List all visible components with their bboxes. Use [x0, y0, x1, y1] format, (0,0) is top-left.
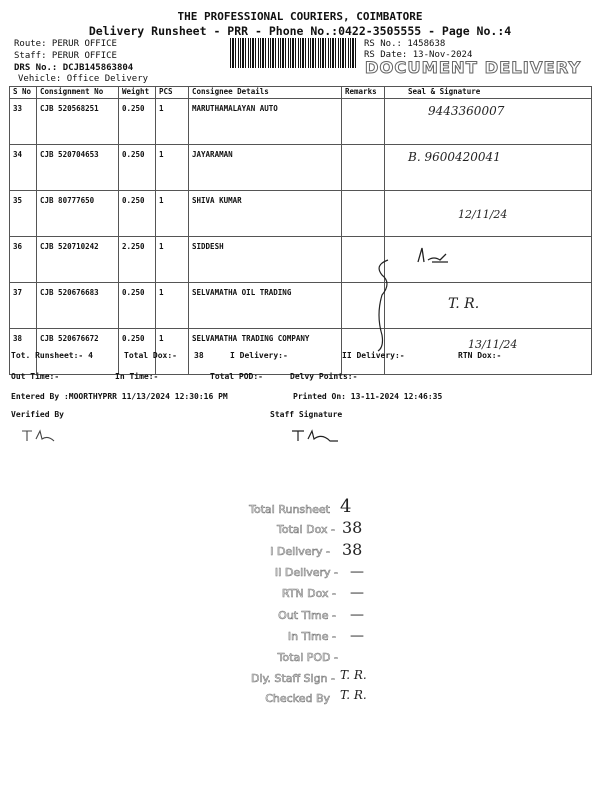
- weight-cell: 0.250: [119, 329, 156, 375]
- table-row: [10, 283, 592, 329]
- consignment-cell: CJB 520676672: [37, 329, 119, 375]
- total-runsheet: Tot. Runsheet:- 4: [11, 351, 93, 360]
- document-delivery-stamp: DOCUMENT DELIVERY: [364, 58, 582, 77]
- pcs-cell: 1: [156, 283, 189, 329]
- signature-cell: T. R.: [385, 283, 592, 329]
- bracket-scribble: [370, 255, 410, 355]
- barcode: [230, 38, 358, 68]
- stamp-value: 4: [340, 496, 352, 517]
- stamp-value: —: [350, 628, 364, 644]
- stamp-label: In Time -: [287, 630, 336, 643]
- column-header: Consignee Details: [189, 87, 342, 99]
- consignment-cell: CJB 520710242: [37, 237, 119, 283]
- total-dox-label: Total Dox:-: [124, 351, 177, 360]
- table-row: [10, 145, 592, 191]
- total-dox-value: 38: [194, 351, 204, 360]
- consignee-cell: SELVAMATHA OIL TRADING: [189, 283, 342, 329]
- company-name: THE PROFESSIONAL COURIERS, COIMBATORE: [177, 10, 423, 23]
- sno-cell: 37: [10, 283, 37, 329]
- column-header: S No: [10, 87, 37, 99]
- table-row: [10, 99, 592, 145]
- sno-cell: 38: [10, 329, 37, 375]
- stamp-label: Total Runsheet: [249, 503, 330, 516]
- sno-cell: 36: [10, 237, 37, 283]
- weight-cell: 0.250: [119, 145, 156, 191]
- weight-cell: 0.250: [119, 283, 156, 329]
- stamp-label: Total Dox -: [276, 523, 335, 536]
- stamp-label: I Delivery -: [270, 545, 330, 558]
- sheet-title: Delivery Runsheet - PRR - Phone No.:0422-3505555 - Page No.:4: [88, 24, 512, 38]
- in-time: In Time:-: [115, 372, 159, 381]
- remarks-cell: [342, 99, 385, 145]
- delvy-points: Delvy Points:-: [290, 372, 358, 381]
- consignment-cell: CJB 520704653: [37, 145, 119, 191]
- verified-by-label: Verified By: [11, 410, 64, 419]
- weight-cell: 0.250: [119, 191, 156, 237]
- stamp-label: Out Time -: [278, 609, 336, 622]
- consignee-cell: SIDDESH: [189, 237, 342, 283]
- route: Route: PERUR OFFICE: [14, 39, 117, 49]
- printed-on: Printed On: 13-11-2024 12:46:35: [293, 392, 443, 401]
- pcs-cell: 1: [156, 237, 189, 283]
- signature-cell: 9443360007: [385, 99, 592, 145]
- table-row: [10, 329, 592, 375]
- ii-delivery: II Delivery:-: [342, 351, 405, 360]
- column-header: PCS: [156, 87, 189, 99]
- column-header: Seal & Signature: [385, 87, 592, 99]
- stamp-value: —: [350, 585, 364, 601]
- signature-cell: 12/11/24: [385, 191, 592, 237]
- stamp-label: II Delivery -: [274, 566, 338, 579]
- consignment-cell: CJB 520568251: [37, 99, 119, 145]
- stamp-value: T. R.: [340, 688, 367, 702]
- total-pod: Total POD:-: [210, 372, 263, 381]
- signature-cell: B. 9600420041: [385, 145, 592, 191]
- table-row: [10, 191, 592, 237]
- signature-cell: 13/11/24: [385, 329, 592, 375]
- consignee-cell: MARUTHAMALAYAN AUTO: [189, 99, 342, 145]
- consignment-cell: CJB 80777650: [37, 191, 119, 237]
- stamp-value: 38: [342, 540, 363, 559]
- staff-signature-label: Staff Signature: [270, 410, 343, 419]
- column-header: Consignment No: [37, 87, 119, 99]
- vehicle: Vehicle: Office Delivery: [18, 74, 149, 84]
- column-header: Weight: [119, 87, 156, 99]
- consignment-cell: CJB 520676683: [37, 283, 119, 329]
- rs-date: RS Date: 13-Nov-2024: [364, 50, 473, 60]
- sno-cell: 33: [10, 99, 37, 145]
- stamp-label: Checked By: [265, 692, 330, 705]
- drs-number: DRS No.: DCJB145863804: [14, 63, 134, 73]
- verified-signature: [20, 425, 70, 445]
- pcs-cell: 1: [156, 99, 189, 145]
- stamp-label: Dly. Staff Sign -: [250, 672, 335, 685]
- i-delivery: I Delivery:-: [230, 351, 288, 360]
- stamp-value: 38: [342, 518, 363, 537]
- pcs-cell: 1: [156, 329, 189, 375]
- table-header-row: [10, 87, 592, 99]
- sno-cell: 34: [10, 145, 37, 191]
- rs-number: RS No.: 1458638: [364, 39, 446, 49]
- consignee-cell: SHIVA KUMAR: [189, 191, 342, 237]
- column-header: Remarks: [342, 87, 385, 99]
- consignee-cell: JAYARAMAN: [189, 145, 342, 191]
- staff: Staff: PERUR OFFICE: [14, 51, 117, 61]
- table-row: [10, 237, 592, 283]
- stamp-label: RTN Dox -: [281, 587, 336, 600]
- runsheet-table: [9, 86, 592, 375]
- staff-signature: [290, 425, 350, 445]
- entered-by: Entered By :MOORTHYPRR 11/13/2024 12:30:16 PM: [11, 392, 228, 401]
- remarks-cell: [342, 145, 385, 191]
- stamp-value: —: [350, 607, 364, 623]
- out-time: Out Time:-: [11, 372, 60, 381]
- pcs-cell: 1: [156, 191, 189, 237]
- stamp-value: —: [350, 564, 364, 580]
- stamp-label: Total POD -: [277, 651, 338, 664]
- weight-cell: 2.250: [119, 237, 156, 283]
- pcs-cell: 1: [156, 145, 189, 191]
- consignee-cell: SELVAMATHA TRADING COMPANY: [189, 329, 342, 375]
- weight-cell: 0.250: [119, 99, 156, 145]
- stamp-value: T. R.: [340, 668, 367, 682]
- sno-cell: 35: [10, 191, 37, 237]
- remarks-cell: [342, 191, 385, 237]
- signature-cell: [385, 237, 592, 283]
- rtn-dox: RTN Dox:-: [458, 351, 502, 360]
